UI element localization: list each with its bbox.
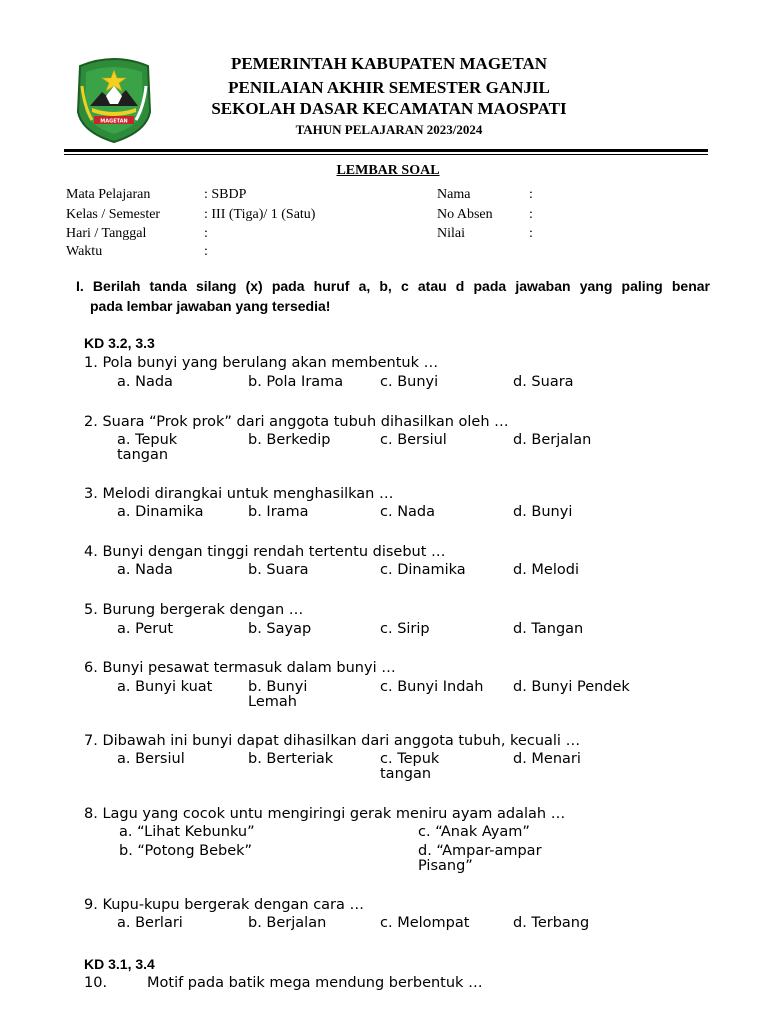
q3-option-c[interactable]: c. Nada bbox=[380, 504, 436, 520]
info-value-score: : bbox=[529, 226, 533, 241]
info-label-time: Waktu bbox=[66, 244, 103, 259]
q6-option-c[interactable]: c. Bunyi Indah bbox=[380, 679, 484, 695]
q6-option-b[interactable]: b. Bunyi Lemah bbox=[248, 679, 308, 710]
q8-option-d[interactable]: d. “Ampar-ampar Pisang” bbox=[418, 843, 542, 874]
q4-option-a[interactable]: a. Nada bbox=[117, 562, 173, 578]
question-3: 3. Melodi dirangkai untuk menghasilkan … bbox=[84, 486, 394, 502]
kd-heading-1: KD 3.2, 3.3 bbox=[84, 335, 155, 351]
question-7: 7. Dibawah ini bunyi dapat dihasilkan dari anggota tubuh, kecuali … bbox=[84, 733, 581, 749]
q5-option-a[interactable]: a. Perut bbox=[117, 621, 174, 637]
header-rule-thin bbox=[64, 154, 708, 155]
q1-option-b[interactable]: b. Pola Irama bbox=[248, 374, 344, 390]
info-value-date: : bbox=[204, 226, 208, 241]
q2-option-c[interactable]: c. Bersiul bbox=[380, 432, 447, 448]
header-rule-thick bbox=[64, 149, 708, 152]
info-label-absen: No Absen bbox=[437, 207, 493, 222]
q2-option-d[interactable]: d. Berjalan bbox=[513, 432, 592, 448]
instruction-line-1: I. Berilah tanda silang (x) pada huruf a, b, c atau d pada jawaban yang paling benar bbox=[76, 278, 710, 294]
info-label-name: Nama bbox=[437, 187, 471, 202]
q4-option-d[interactable]: d. Melodi bbox=[513, 562, 579, 578]
q3-option-a[interactable]: a. Dinamika bbox=[117, 504, 204, 520]
q9-option-d[interactable]: d. Terbang bbox=[513, 915, 590, 931]
q9-option-a[interactable]: a. Berlari bbox=[117, 915, 183, 931]
q9-option-c[interactable]: c. Melompat bbox=[380, 915, 470, 931]
q2-option-b[interactable]: b. Berkedip bbox=[248, 432, 331, 448]
q1-option-d[interactable]: d. Suara bbox=[513, 374, 574, 390]
regency-emblem-logo bbox=[72, 56, 156, 144]
question-8: 8. Lagu yang cocok untu mengiringi gerak meniru ayam adalah … bbox=[84, 806, 566, 822]
header-school: SEKOLAH DASAR KECAMATAN MAOSPATI bbox=[211, 99, 567, 118]
info-value-class: : III (Tiga)/ 1 (Satu) bbox=[204, 207, 316, 222]
q8-option-c[interactable]: c. “Anak Ayam” bbox=[418, 824, 530, 840]
sheet-title: LEMBAR SOAL bbox=[336, 163, 440, 178]
info-value-subject: : SBDP bbox=[204, 187, 247, 202]
q3-option-b[interactable]: b. Irama bbox=[248, 504, 309, 520]
q7-option-b[interactable]: b. Berteriak bbox=[248, 751, 334, 767]
question-2: 2. Suara “Prok prok” dari anggota tubuh dihasilkan oleh … bbox=[84, 414, 509, 430]
q3-option-d[interactable]: d. Bunyi bbox=[513, 504, 573, 520]
q9-option-b[interactable]: b. Berjalan bbox=[248, 915, 327, 931]
q7-option-c[interactable]: c. Tepuk tangan bbox=[380, 751, 440, 782]
info-value-time: : bbox=[204, 244, 208, 259]
header-assessment: PENILAIAN AKHIR SEMESTER GANJIL bbox=[228, 78, 550, 97]
info-label-subject: Mata Pelajaran bbox=[66, 187, 151, 202]
q1-option-a[interactable]: a. Nada bbox=[117, 374, 173, 390]
q7-option-a[interactable]: a. Bersiul bbox=[117, 751, 185, 767]
info-label-date: Hari / Tanggal bbox=[66, 226, 147, 241]
q8-option-b[interactable]: b. “Potong Bebek” bbox=[119, 843, 253, 859]
q8-option-a[interactable]: a. “Lihat Kebunku” bbox=[119, 824, 255, 840]
q5-option-d[interactable]: d. Tangan bbox=[513, 621, 584, 637]
emblem-banner-text: MAGETAN bbox=[100, 118, 128, 125]
question-10: Motif pada batik mega mendung berbentuk … bbox=[147, 975, 483, 991]
kd-heading-2: KD 3.1, 3.4 bbox=[84, 956, 155, 972]
q6-option-a[interactable]: a. Bunyi kuat bbox=[117, 679, 213, 695]
question-9: 9. Kupu-kupu bergerak dengan cara … bbox=[84, 897, 365, 913]
header-government: PEMERINTAH KABUPATEN MAGETAN bbox=[230, 54, 548, 73]
question-1: 1. Pola bunyi yang berulang akan membentuk … bbox=[84, 355, 439, 371]
question-4: 4. Bunyi dengan tinggi rendah tertentu disebut … bbox=[84, 544, 446, 560]
q5-option-c[interactable]: c. Sirip bbox=[380, 621, 430, 637]
question-6: 6. Bunyi pesawat termasuk dalam bunyi … bbox=[84, 660, 396, 676]
q7-option-d[interactable]: d. Menari bbox=[513, 751, 581, 767]
q4-option-c[interactable]: c. Dinamika bbox=[380, 562, 466, 578]
info-label-class: Kelas / Semester bbox=[66, 207, 161, 222]
question-10-number: 10. bbox=[84, 975, 108, 991]
q5-option-b[interactable]: b. Sayap bbox=[248, 621, 312, 637]
question-5: 5. Burung bergerak dengan … bbox=[84, 602, 304, 618]
header-academic-year: TAHUN PELAJARAN 2023/2024 bbox=[295, 122, 483, 137]
q2-option-a[interactable]: a. Tepuk tangan bbox=[117, 432, 178, 463]
q6-option-d[interactable]: d. Bunyi Pendek bbox=[513, 679, 630, 695]
q1-option-c[interactable]: c. Bunyi bbox=[380, 374, 439, 390]
info-value-absen: : bbox=[529, 207, 533, 222]
instruction-line-2: pada lembar jawaban yang tersedia! bbox=[90, 298, 331, 314]
info-value-name: : bbox=[529, 187, 533, 202]
q4-option-b[interactable]: b. Suara bbox=[248, 562, 309, 578]
info-label-score: Nilai bbox=[437, 226, 465, 241]
